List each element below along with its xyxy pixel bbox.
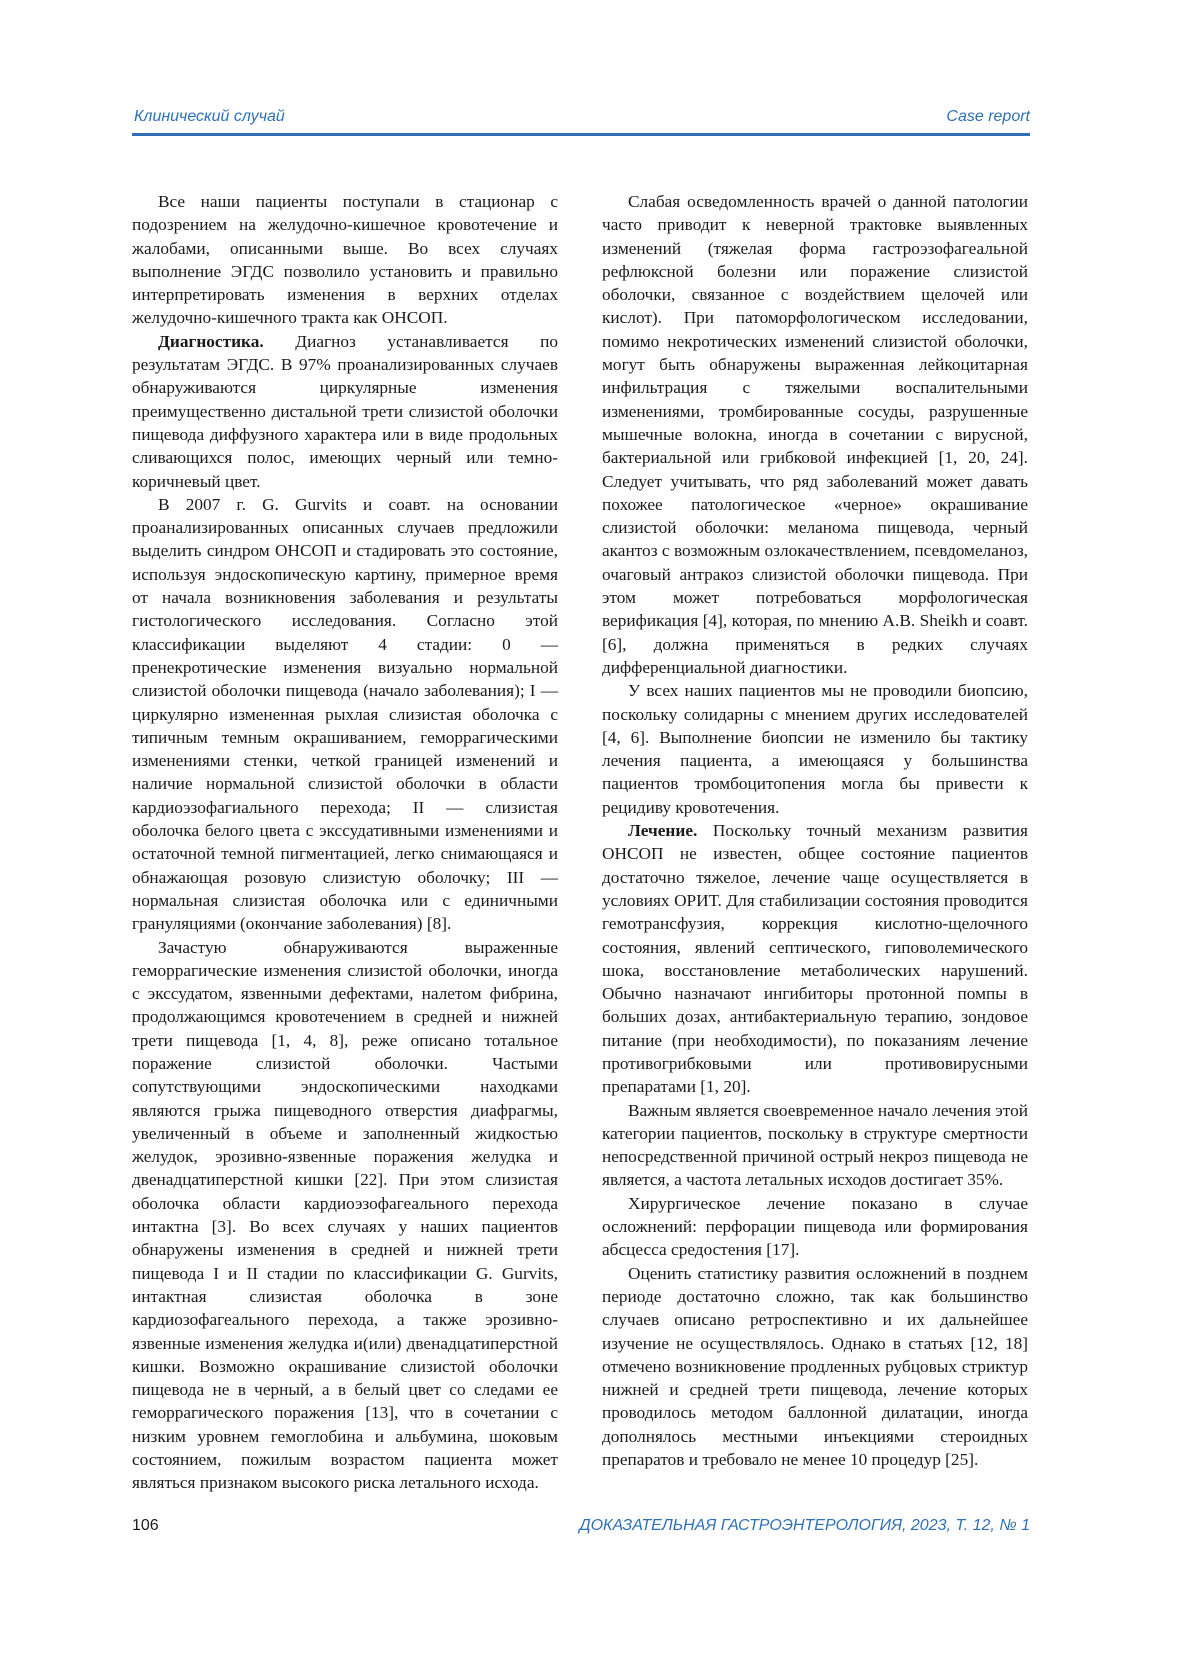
paragraph-treatment <box>602 819 1028 1099</box>
paragraph: Оценить статистику развития осложнений в позднем периоде достаточно сложно, так как большинство случаев описано ретроспективно и их дальнейшее изучение не осуществлялось. Однако в статьях [12, 18] отмечено возникновение продленных рубцовых стриктур нижней и средней трети пищевода, лечение которых проводилось методом баллонной дилатации, иногда дополнялось местными инъекциями стероидных препаратов и требовало не менее 10 процедур [25]. <box>602 1263 1028 1470</box>
paragraph-text: Поскольку точный механизм развития ОНСОП не известен, общее состояние пациентов достаточно тяжелое, лечение чаще осуществляется в условиях ОРИТ. Для стабилизации состояния проводится гемотрансфузия, коррекция кислотно-щелочного состояния, явлений септического, гиповолемического шока, восстановление метаболических нарушений. Обычно назначают ингибиторы протонной помпы в больших дозах, антибактериальную терапию, зондовое питание (при необходимости), по показаниям лечение противогрибковыми или противовирусными препаратами [1, 20]. <box>602 821 1028 1097</box>
paragraph: У всех наших пациентов мы не проводили биопсию, поскольку солидарны с мнением других исследователей [4, 6]. Выполнение биопсии не изменило бы тактику лечения пациента, а имеющаяся у большинства пациентов тромбоцитопения могла бы привести к рецидиву кровотечения. <box>602 681 1028 817</box>
page-footer <box>132 1517 1030 1539</box>
left-column <box>132 190 558 1495</box>
paragraph: Все наши пациенты поступали в стационар с подозрением на желудочно-кишечное кровотечение и жалобами, описанными выше. Во всех случаях выполнение ЭГДС позволило установить и правильно интерпретировать изменения в верхних отделах желудочно-кишечного тракта как ОНСОП. <box>132 192 558 328</box>
page-number: 106 <box>132 1517 159 1534</box>
journal-citation: ДОКАЗАТЕЛЬНАЯ ГАСТРОЭНТЕРОЛОГИЯ, 2023, Т. 12, № 1 <box>579 1517 1030 1534</box>
paragraph: Важным является своевременное начало лечения этой категории пациентов, поскольку в структуре смертности непосредственной причиной острый некроз пищевода не является, а частота летальных исходов достигает 35%. <box>602 1100 1028 1190</box>
paragraph-heading: Диагностика. <box>158 331 264 351</box>
header-rule <box>132 133 1030 136</box>
running-head <box>132 108 1030 132</box>
paragraph: Хирургическое лечение показано в случае осложнений: перфорации пищевода или формирования абсцесса средостения [17]. <box>602 1193 1028 1260</box>
section-label-en: Case report <box>946 108 1030 125</box>
paragraph-diagnostics <box>132 330 558 493</box>
section-label: Клинический случай <box>134 108 285 125</box>
paragraph: Слабая осведомленность врачей о данной патологии часто приводит к неверной трактовке выявленных изменений (тяжелая форма гастроэзофагеальной рефлюксной болезни или поражение слизистой оболочки, связанное с воздействием щелочей или кислот). При патоморфологическом исследовании, помимо некротических изменений слизистой оболочки, могут быть обнаружены выраженная лейкоцитарная инфильтрация с тяжелыми воспалительными изменениями, тромбированные сосуды, разрушенные мышечные волокна, иногда в сочетании с вирусной, бактериальной или грибковой инфекцией [1, 20, 24]. Следует учитывать, что ряд заболеваний может давать похожее патологическое «черное» окрашивание слизистой оболочки: меланома пищевода, черный акантоз с возможным озлокачествлением, псевдомеланоз, очаговый антракоз слизистой оболочки пищевода. При этом может потребоваться морфологическая верификация [4], которая, по мнению A.B. Sheikh и соавт. [6], должна применяться в редких случаях дифференциальной диагностики. <box>602 192 1028 677</box>
paragraph: Зачастую обнаруживаются выраженные геморрагические изменения слизистой оболочки, иногда с экссудатом, язвенными дефектами, налетом фибрина, продолжающимся кровотечением в средней и нижней трети пищевода [1, 4, 8], реже описано тотальное поражение слизистой оболочки. Частыми сопутствующими эндоскопическими находками являются грыжа пищеводного отверстия диафрагмы, увеличенный в объеме и заполненный жидкостью желудок, эрозивно-язвенные поражения желудка и двенадцатиперстной кишки [22]. При этом слизистая оболочка области кардиоэзофагеального перехода интактна [3]. Во всех случаях у наших пациентов обнаружены изменения в средней и нижней трети пищевода I и II стадии по классификации G. Gurvits, интактная слизистая оболочка в зоне кардиозофагеального перехода, а также эрозивно-язвенные изменения желудка и(или) двенадцатиперстной кишки. Возможно окрашивание слизистой оболочки пищевода не в черный, а в белый цвет со следами ее геморрагического поражения [13], что в сочетании с низким уровнем гемоглобина и альбумина, шоковым состоянием, пожилым возрастом пациента может являться признаком высокого риска летального исхода. <box>132 937 558 1493</box>
paragraph: В 2007 г. G. Gurvits и соавт. на основании проанализированных описанных случаев предложили выделить синдром ОНСОП и стадировать это состояние, используя эндоскопическую картину, примерное время от начала возникновения заболевания и результаты гистологического исследования. Согласно этой классификации выделяют 4 стадии: 0 — пренекротические изменения визуально нормальной слизистой оболочки пищевода (начало заболевания); I — циркулярно измененная рыхлая слизистая оболочка с типичным темным окрашиванием, геморрагическими изменениями стенки, четкой границей изменений и наличие нормальной слизистой оболочки в области кардиоэзофагиального перехода; II — слизистая оболочка белого цвета с экссудативными изменениями и остаточной темной пигментацией, легко снимающаяся и обнажающая розовую слизистую оболочку; III — нормальная слизистая оболочка или с единичными грануляциями (окончание заболевания) [8]. <box>132 494 558 934</box>
paragraph-heading: Лечение. <box>628 821 698 841</box>
right-column <box>602 190 1028 1471</box>
paragraph-text: Диагноз устанавливается по результатам ЭГДС. В 97% проанализированных случаев обнаруживаются циркулярные изменения преимущественно дистальной трети слизистой оболочки пищевода диффузного характера или в виде продольных сливающихся полос, имеющих черный или темно-коричневый цвет. <box>132 331 558 491</box>
